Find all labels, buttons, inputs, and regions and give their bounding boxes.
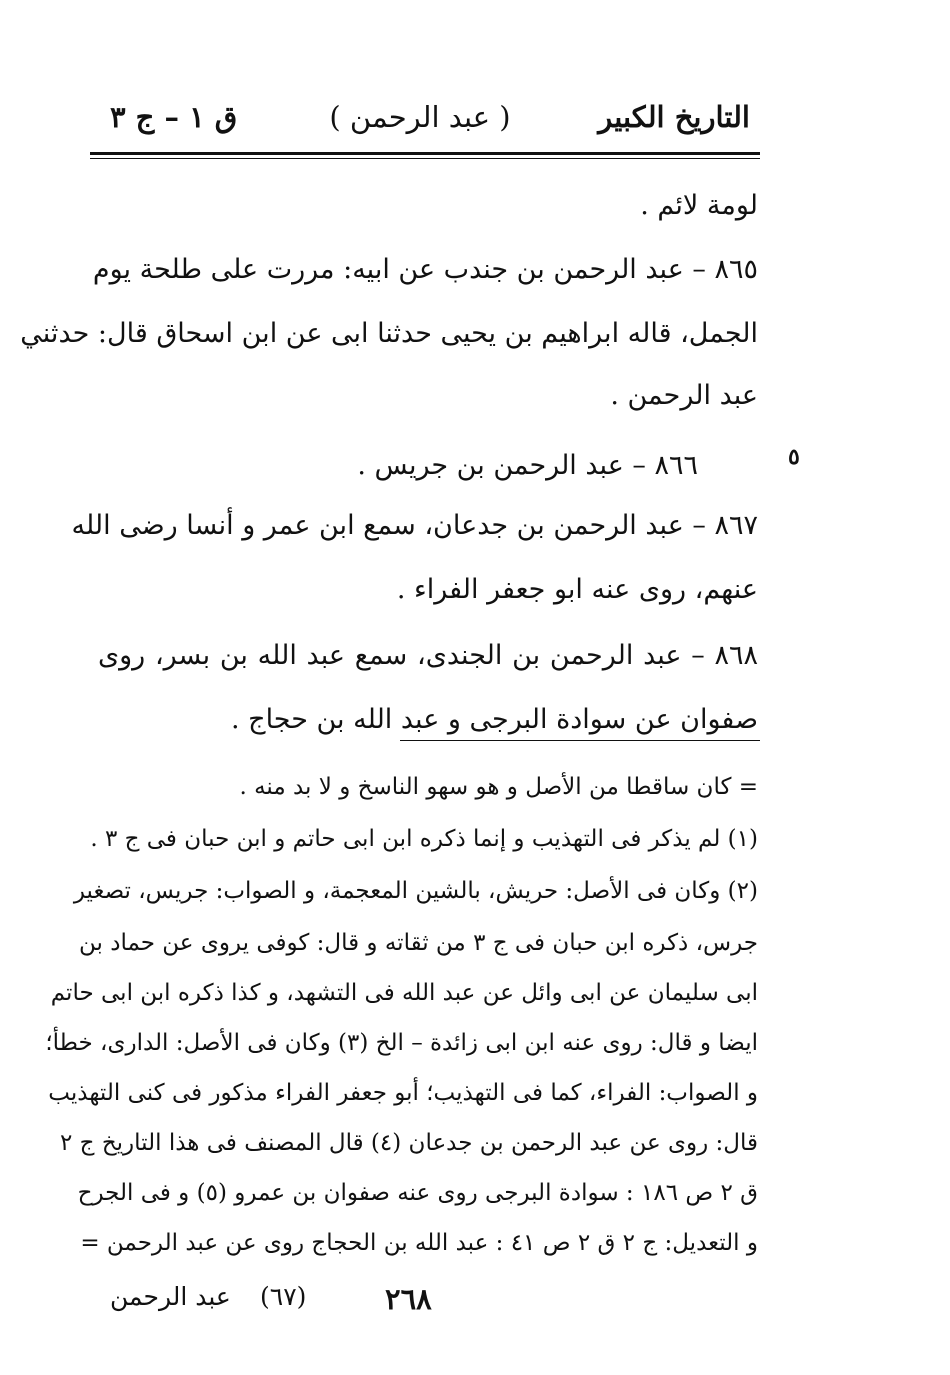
body-line: صفوان عن سوادة البرجى و عبد الله بن حجاج . xyxy=(230,704,758,735)
page-footer xyxy=(110,1282,470,1322)
footnote-line: = كان ساقطا من الأصل و هو سهو الناسخ و لا بد منه . xyxy=(239,774,758,800)
header-rule-thick xyxy=(90,152,760,155)
footnote-line: و التعديل: ج ٢ ق ٢ ص ٤١ : عبد الله بن الحجاج روى عن عبد الرحمن = xyxy=(80,1230,758,1256)
body-line: الجمل، قاله ابراهيم بن يحيى حدثنا ابى عن ابن اسحاق قال: حدثني xyxy=(20,318,758,349)
body-line: ٨٦٨ – عبد الرحمن بن الجندى، سمع عبد الله بن بسر، روى xyxy=(98,640,758,671)
footnote-line: قال: روى عن عبد الرحمن بن جدعان (٤) قال المصنف فى هذا التاريخ ج ٢ xyxy=(59,1130,758,1156)
footnote-line: ابى سليمان عن ابى وائل عن عبد الله فى التشهد، و كذا ذكره ابن ابى حاتم xyxy=(50,980,758,1006)
body-line: لومة لائم . xyxy=(640,190,758,221)
footnote-line: (٢) وكان فى الأصل: حريش، بالشين المعجمة، و الصواب: جريس، تصغير xyxy=(73,878,758,904)
running-header xyxy=(90,100,750,146)
header-volume: ق ١ – ج ٣ xyxy=(110,100,238,134)
margin-line-number: ٥ xyxy=(788,444,800,470)
footnote-line: (١) لم يذكر فى التهذيب و إنما ذكره ابن ابى حاتم و ابن حبان فى ج ٣ . xyxy=(90,826,758,852)
footnote-line: جرس، ذكره ابن حبان فى ج ٣ من ثقاته و قال: كوفى يروى عن حماد بن xyxy=(78,930,758,956)
page-number: ٢٦٨ xyxy=(385,1282,432,1316)
body-line: عبد الرحمن . xyxy=(610,380,758,411)
body-line: ٨٦٥ – عبد الرحمن بن جندب عن ابيه: مررت على طلحة يوم xyxy=(92,254,758,285)
footer-entry-name: عبد الرحمن xyxy=(110,1282,231,1311)
footer-signature-number: (٦٧) xyxy=(260,1282,307,1311)
footnote-line: و الصواب: الفراء، كما فى التهذيب؛ أبو جعفر الفراء مذكور فى كنى التهذيب xyxy=(48,1080,758,1106)
body-line: ٨٦٦ – عبد الرحمن بن جريس . xyxy=(357,450,698,481)
header-entry-name: ( عبد الرحمن ) xyxy=(329,100,511,134)
footnote-line: ق ٢ ص ١٨٦ : سوادة البرجى روى عنه صفوان بن عمرو (٥) و فى الجرح xyxy=(77,1180,758,1206)
footnote-line: ايضا و قال: روى عنه ابن ابى زائدة – الخ (٣) وكان فى الأصل: الدارى، خطأ؛ xyxy=(45,1030,758,1056)
body-line: عنهم، روى عنه ابو جعفر الفراء . xyxy=(396,574,758,605)
header-rule-thin xyxy=(90,158,760,159)
footnote-separator xyxy=(400,740,760,741)
header-book-title: التاريخ الكبير xyxy=(598,100,750,134)
body-line: ٨٦٧ – عبد الرحمن بن جدعان، سمع ابن عمر و أنسا رضى الله xyxy=(71,510,758,541)
